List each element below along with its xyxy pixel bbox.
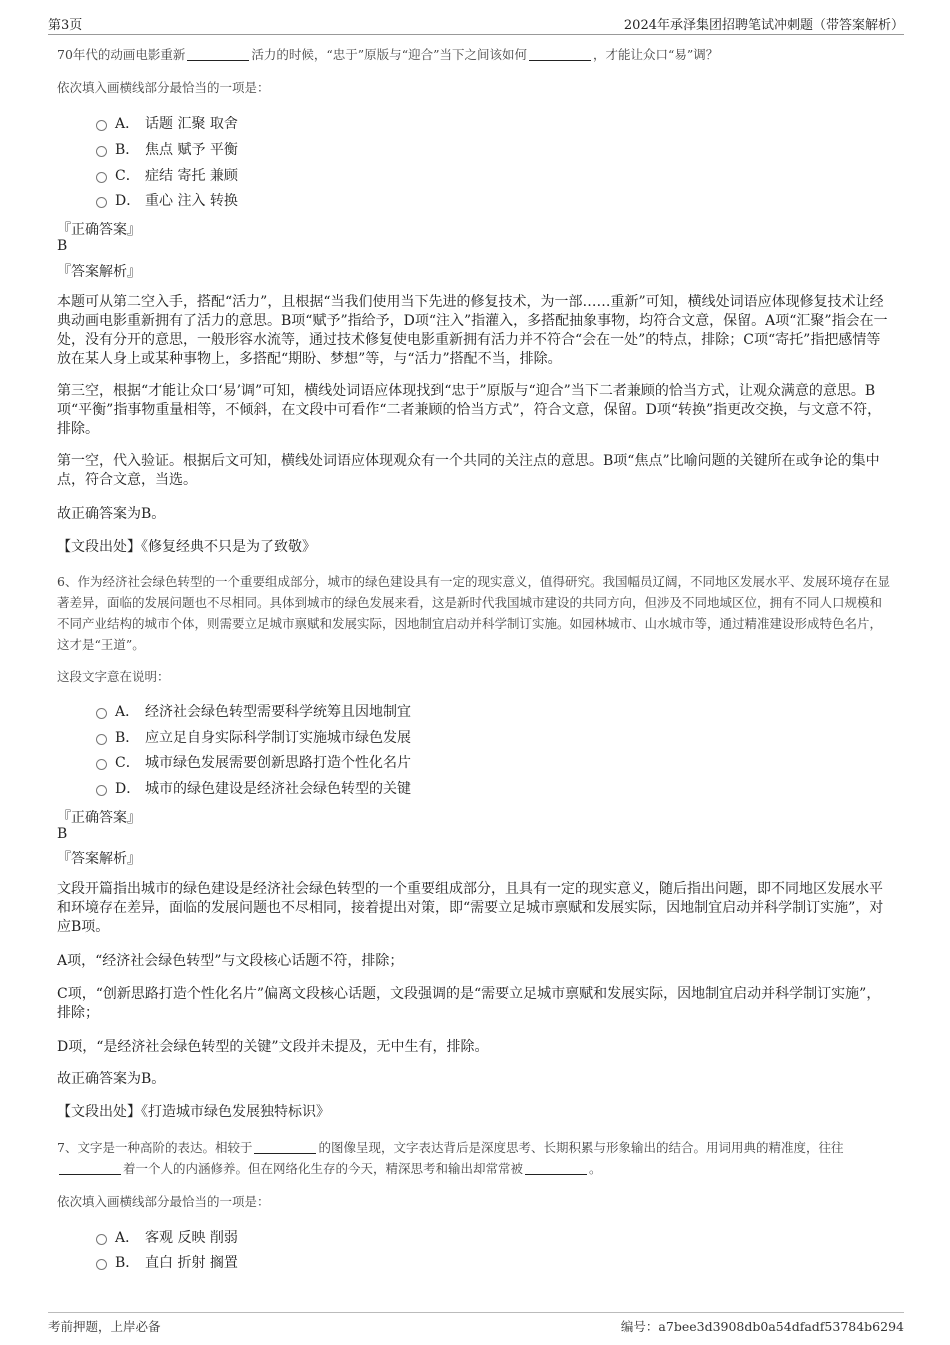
q5-answer: B: [57, 238, 68, 254]
radio-icon[interactable]: [96, 120, 107, 131]
radio-icon[interactable]: [96, 708, 107, 719]
q6-analysis-paragraph: D项，“是经济社会绿色转型的关键”文段并未提及，无中生有，排除。: [57, 1039, 489, 1055]
blank-line: [529, 46, 591, 61]
radio-icon[interactable]: [96, 785, 107, 796]
q7-stem: 7、文字是一种高阶的表达。相较于 的图像呈现，文字表达背后是深度思考、长期积累与形象输出的结合。用词用典的精准度，往往着一个人的内涵修养。但在网络化生存的今天，精深思考和输出却常常被 。: [57, 1140, 844, 1176]
q6-analysis-paragraph: 文段开篇指出城市的绿色建设是经济社会绿色转型的一个重要组成部分，且具有一定的现实意义，随后指出问题，即不同地区发展水平和环境存在差异，面临的发展问题也不尽相同，接着提出对策，即“需要立足城市禀赋和发展实际，因地制宜启动并科学制订实施”，对应B项。: [57, 881, 884, 935]
radio-icon[interactable]: [96, 734, 107, 745]
radio-icon[interactable]: [96, 172, 107, 183]
q5-source: 【文段出处】《修复经典不只是为了致敬》: [57, 539, 316, 555]
q6-answer-label: 『正确答案』: [57, 810, 141, 826]
footer-slogan: 考前押题，上岸必备: [48, 1319, 161, 1334]
q6-analysis-paragraph: A项，“经济社会绿色转型”与文段核心话题不符，排除；: [57, 953, 404, 969]
radio-icon[interactable]: [96, 1259, 107, 1270]
blank-line: [187, 46, 249, 61]
q6-stem: 6、作为经济社会绿色转型的一个重要组成部分，城市的绿色建设具有一定的现实意义，值得研究。我国幅员辽阔，不同地区发展水平、发展环境存在显著差异，面临的发展问题也不尽相同。具体到城市的绿色发展来看，这是新时代我国城市建设的共同方向，但涉及不同地域区位，拥有不同人口规模和不同产业结构的城市个体，则需要立足城市禀赋和发展实际，因地制宜启动并科学制订实施。如园林城市、山水城市等，通过精准建设形成特色名片，这才是“王道”。: [57, 574, 890, 652]
document-title: 2024年承泽集团招聘笔试冲刺题（带答案解析）: [623, 18, 904, 33]
radio-icon[interactable]: [96, 759, 107, 770]
page-header: [48, 12, 904, 35]
q5-stem: 70年代的动画电影重新 活力的时候，“忠于”原版与“迎合”当下之间该如何 ，才能让众口“易”调？: [57, 47, 719, 62]
q6-answer: B: [57, 826, 68, 842]
footer-serial-number: 编号：a7bee3d3908db0a54dfadf53784b6294: [620, 1319, 904, 1334]
radio-icon[interactable]: [96, 1234, 107, 1245]
radio-icon[interactable]: [96, 197, 107, 208]
q6-instruction: 这段文字意在说明：: [57, 669, 170, 684]
page-footer: [48, 1312, 904, 1335]
q5-analysis-paragraph: 本题可从第二空入手，搭配“活力”，且根据“当我们使用当下先进的修复技术，为一部……重新”可知，横线处词语应体现修复技术让经典动画电影重新拥有了活力的意思。B项“赋予”指给予，D项“注入”指灌入，多搭配抽象事物，均符合文意，保留。A项“汇聚”指会在一处，没有分开的意思，一般形容水流等，通过技术修复使电影重新拥有活力并不符合“会在一处”的特点，排除；C项“寄托”指把感情等放在某人身上或某种事物上，多搭配“期盼、梦想”等，与“活力”搭配不当，排除。: [57, 294, 888, 367]
q5-answer-label: 『正确答案』: [57, 222, 141, 238]
q5-analysis-paragraph: 故正确答案为B。: [57, 506, 166, 522]
q5-instruction: 依次填入画横线部分最恰当的一项是：: [57, 80, 270, 95]
q5-analysis-paragraph: 第一空，代入验证。根据后文可知，横线处词语应体现观众有一个共同的关注点的意思。B项“焦点”比喻问题的关键所在或争论的集中点，符合文意，当选。: [57, 453, 880, 488]
q5-analysis-label: 『答案解析』: [57, 264, 141, 280]
page-number: 第3页: [48, 18, 83, 33]
q7-instruction: 依次填入画横线部分最恰当的一项是：: [57, 1194, 270, 1209]
blank-line: [59, 1160, 121, 1175]
q6-analysis-label: 『答案解析』: [57, 851, 141, 867]
q6-analysis-paragraph: 故正确答案为B。: [57, 1071, 166, 1087]
q5-analysis-paragraph: 第三空，根据“才能让众口‘易’调”可知，横线处词语应体现找到“忠于”原版与“迎合”当下二者兼顾的恰当方式，让观众满意的意思。B项“平衡”指事物重量相等，不倾斜，在文段中可看作“二者兼顾的恰当方式”，符合文意，保留。D项“转换”指更改交换，与文意不符，排除。: [57, 383, 882, 437]
blank-line: [254, 1139, 316, 1154]
blank-line: [525, 1160, 587, 1175]
q6-analysis-paragraph: C项，“创新思路打造个性化名片”偏离文段核心话题，文段强调的是“需要立足城市禀赋和发展实际，因地制宜启动并科学制订实施”，排除；: [57, 986, 881, 1021]
q6-source: 【文段出处】《打造城市绿色发展独特标识》: [57, 1104, 330, 1120]
radio-icon[interactable]: [96, 146, 107, 157]
